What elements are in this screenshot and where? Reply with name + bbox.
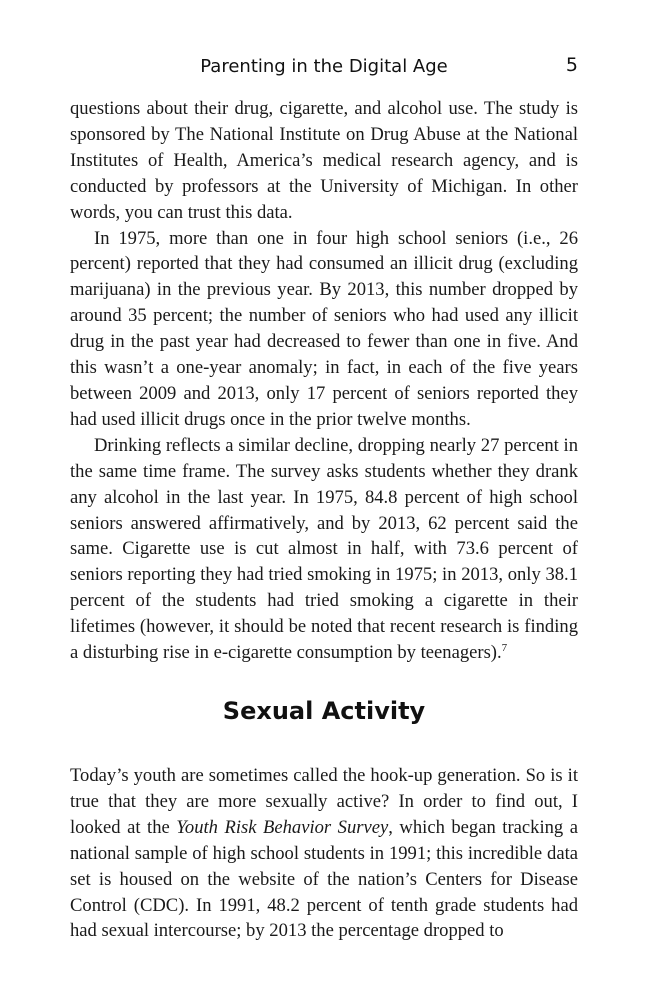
- running-head: [70, 54, 578, 82]
- page-number: 5: [565, 54, 578, 76]
- body-text-section: [70, 763, 578, 944]
- running-title: Parenting in the Digital Age: [200, 56, 448, 77]
- paragraph-text-before: Today’s youth are sometimes called the hook-up generation. So is it true that they are more sexually active? In order to find out, I looked at the: [70, 765, 578, 838]
- footnote-reference: 7: [501, 641, 508, 654]
- paragraph-drinking-text: Drinking reflects a similar decline, dropping nearly 27 percent in the same time frame. The survey asks students whether they drank any alcohol in the last year. In 1975, 84.8 percent of high school seniors answered affirmatively, and by 2013, 62 percent said the same. Cigarette use is cut almost in half, with 73.6 percent of seniors reporting they had tried smoking in 1975; in 2013, only 38.1 percent of the students had tried smoking a cigarette in their lifetimes (however, it should be noted that recent research is finding a disturbing rise in e-cigarette consumption by teenagers).: [70, 434, 578, 664]
- paragraph-text-after: , which began tracking a national sample of high school students in 1991; this incredible data set is housed on the website of the nation’s Centers for Disease Control (CDC). In 1991, 48.2 percent of tenth grade students had had sexual intercourse; by 2013 the percentage dropped to: [70, 816, 578, 942]
- paragraph-drinking: [70, 433, 578, 666]
- paragraph-illicit-drugs: In 1975, more than one in four high school seniors (i.e., 26 percent) reported that they had consumed an illicit drug (excluding marijuana) in the previous year. By 2013, this number dropped by around 35 percent; the number of seniors who had used any illicit drug in the past year had decreased to fewer than one in five. And this wasn’t a one-year anomaly; in fact, in each of the five years between 2009 and 2013, only 17 percent of seniors reported they had used illicit drugs once in the prior twelve months.: [70, 227, 578, 430]
- section-heading: Sexual Activity: [222, 697, 426, 725]
- survey-title: Youth Risk Behavior Survey: [176, 816, 389, 838]
- paragraph-sexual-activity: [70, 763, 578, 944]
- body-text-top: [70, 96, 578, 666]
- paragraph-continued: questions about their drug, cigarette, and alcohol use. The study is sponsored by The National Institute on Drug Abuse at the National Institutes of Health, America’s medical research agency, and is conducted by professors at the University of Michigan. In other words, you can trust this data.: [70, 98, 578, 223]
